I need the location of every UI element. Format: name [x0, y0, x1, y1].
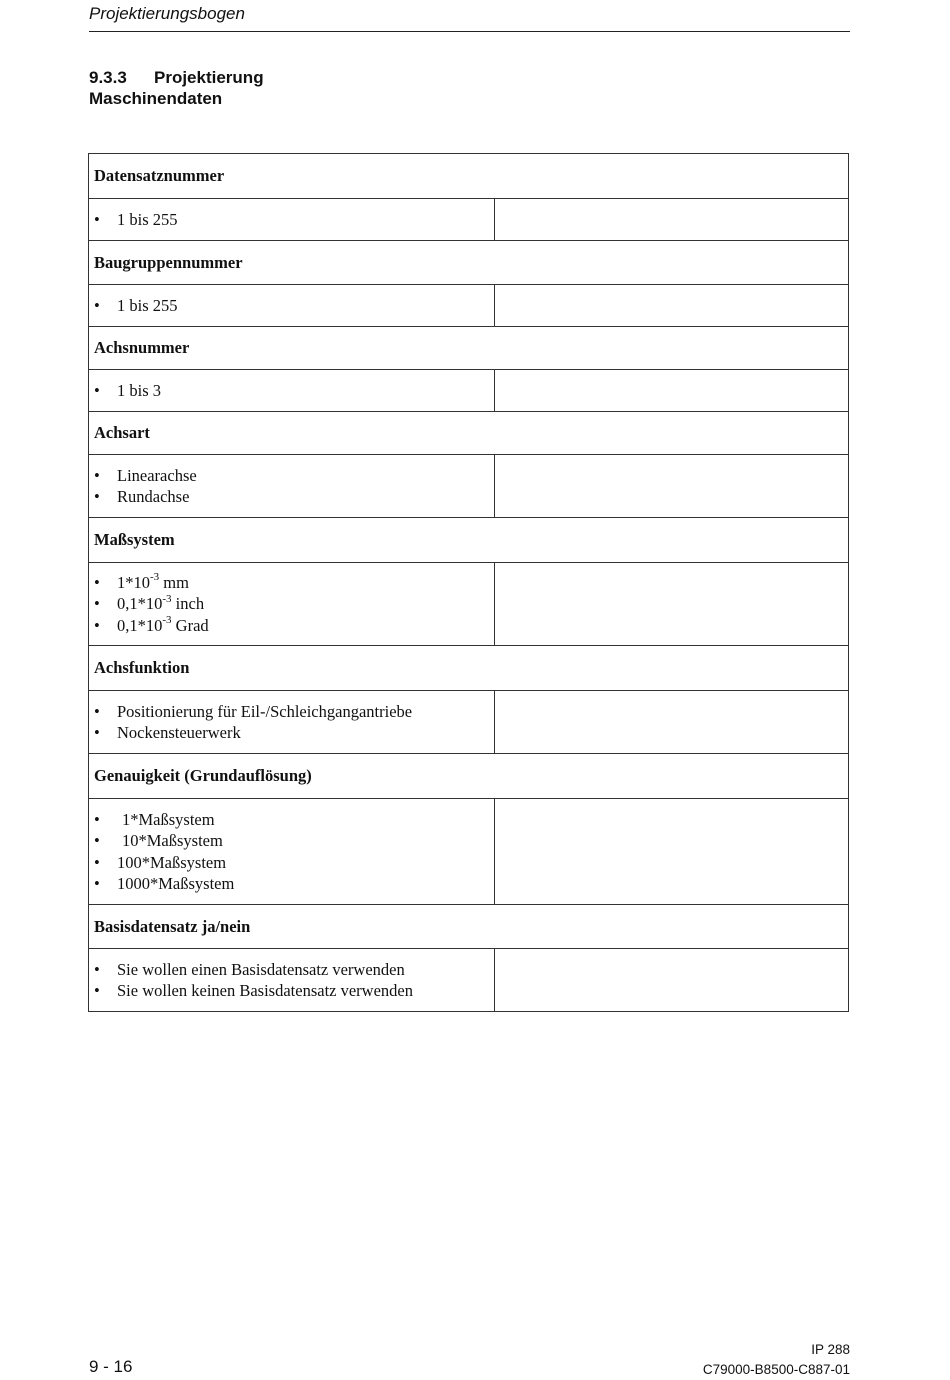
page-number: 9 - 16 [89, 1357, 133, 1376]
option-item: • Sie wollen keinen Basisdatensatz verwenden [94, 980, 489, 1002]
option-item: • 10*Maßsystem [94, 830, 489, 852]
field-options [89, 691, 495, 754]
option-item: • 1 bis 255 [94, 295, 489, 317]
product-name: IP 288 [811, 1342, 850, 1357]
field-heading-genauigkeit: Genauigkeit (Grundauflösung) [89, 754, 849, 799]
entry-cell-achsnummer[interactable] [495, 370, 849, 412]
entry-cell-baugruppennummer[interactable] [495, 285, 849, 327]
order-number: C79000-B8500-C887-01 [702, 1362, 850, 1377]
running-header: Projektierungsbogen [89, 4, 245, 23]
field-heading-baugruppennummer: Baugruppennummer [89, 241, 849, 285]
section-title [89, 67, 264, 109]
field-heading-achsfunktion: Achsfunktion [89, 646, 849, 691]
field-heading-achsnummer: Achsnummer [89, 327, 849, 370]
option-item: • Positionierung für Eil-/Schleichgangantriebe [94, 701, 489, 723]
option-item: • 1000*Maßsystem [94, 873, 489, 895]
option-item: • $0,1*10^{-3}$ inch [94, 593, 489, 615]
option-item: • $0,1*10^{-3}$ Grad [94, 615, 489, 637]
field-heading-achsart: Achsart [89, 412, 849, 455]
field-options [89, 199, 495, 241]
option-item: • 100*Maßsystem [94, 852, 489, 874]
entry-cell-genauigkeit[interactable] [495, 799, 849, 905]
entry-cell-datensatznummer[interactable] [495, 199, 849, 241]
field-options [89, 949, 495, 1012]
option-item: • Sie wollen einen Basisdatensatz verwenden [94, 959, 489, 981]
field-heading-basisdatensatz: Basisdatensatz ja/nein [89, 905, 849, 949]
entry-cell-achsfunktion[interactable] [495, 691, 849, 754]
entry-cell-basisdatensatz[interactable] [495, 949, 849, 1012]
option-item: • 1*Maßsystem [94, 809, 489, 831]
section-subtitle: Maschinendaten [89, 89, 223, 108]
footer-info [703, 1340, 850, 1380]
option-item: • Linearachse [94, 465, 489, 487]
field-options [89, 370, 495, 412]
entry-cell-achsart[interactable] [495, 455, 849, 518]
field-options [89, 455, 495, 518]
field-options [89, 563, 495, 646]
field-options [89, 285, 495, 327]
option-item: • 1 bis 3 [94, 380, 489, 402]
option-item: • Nockensteuerwerk [94, 722, 489, 744]
field-heading-datensatznummer: Datensatznummer [89, 154, 849, 199]
field-heading-masssystem: Maßsystem [89, 518, 849, 563]
option-item: • $1*10^{-3}$ mm [94, 572, 489, 594]
machine-data-form-table [88, 153, 849, 1012]
option-item: • Rundachse [94, 486, 489, 508]
section-number: 9.3.3 [89, 68, 127, 87]
entry-cell-masssystem[interactable] [495, 563, 849, 646]
header-rule [89, 31, 850, 32]
field-options [89, 799, 495, 905]
section-heading: Projektierung [154, 68, 264, 87]
option-item: • 1 bis 255 [94, 209, 489, 231]
